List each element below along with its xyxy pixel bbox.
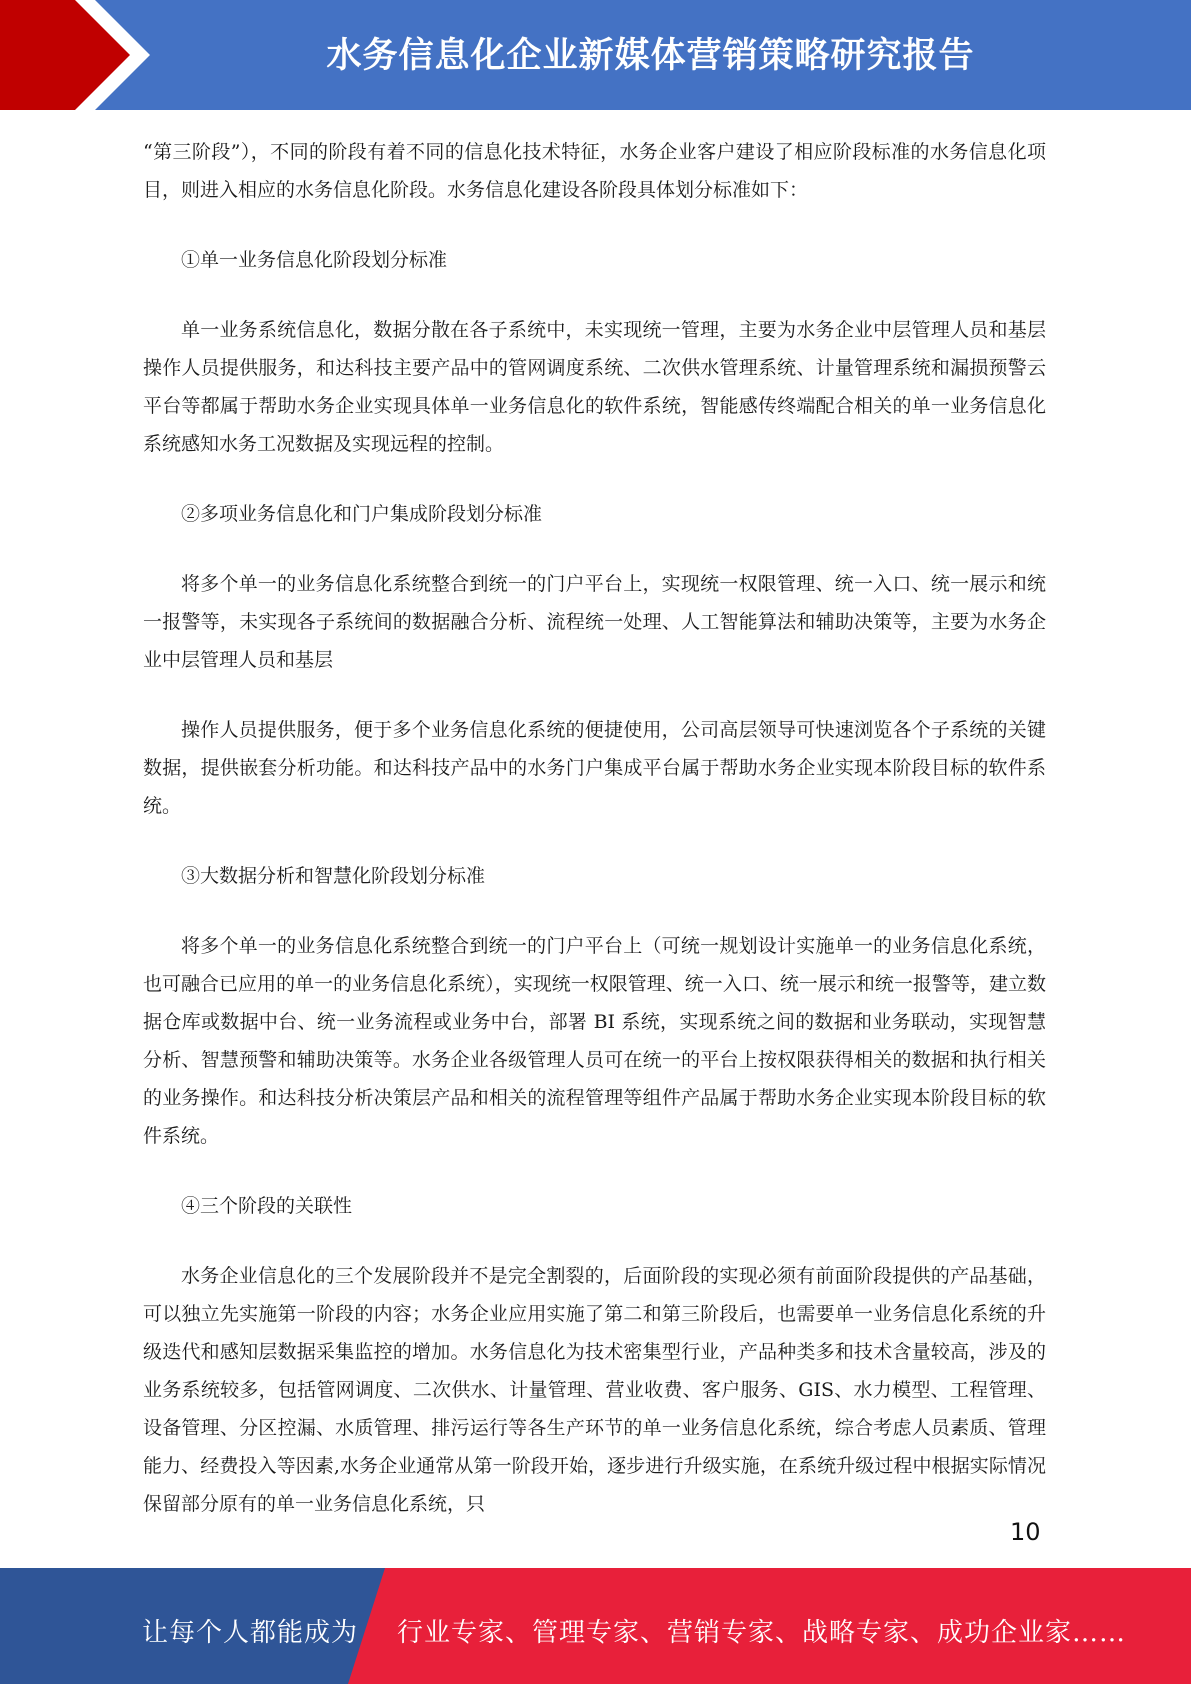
paragraph: “第三阶段”），不同的阶段有着不同的信息化技术特征，水务企业客户建设了相应阶段标准的水务信息化项目，则进入相应的水务信息化阶段。水务信息化建设各阶段具体划分标准如下： (143, 141, 1046, 201)
document-body (143, 133, 1046, 1523)
page-number: 10 (1010, 1518, 1041, 1546)
page-header (0, 0, 1191, 110)
section-heading: ①单一业务信息化阶段划分标准 (181, 249, 448, 271)
report-title: 水务信息化企业新媒体营销策略研究报告 (326, 36, 975, 76)
header-arrow-decoration (0, 0, 160, 110)
footer-slogan-left: 让每个人都能成为 (142, 1618, 359, 1648)
section-heading: ③大数据分析和智慧化阶段划分标准 (181, 865, 486, 887)
paragraph: 单一业务系统信息化，数据分散在各子系统中，未实现统一管理，主要为水务企业中层管理人员和基层操作人员提供服务，和达科技主要产品中的管网调度系统、二次供水管理系统、计量管理系统和漏损预警云平台等都属于帮助水务企业实现具体单一业务信息化的软件系统，智能感传终端配合相关的单一业务信息化系统感知水务工况数据及实现远程的控制。 (143, 319, 1046, 455)
paragraph: 操作人员提供服务，便于多个业务信息化系统的便捷使用，公司高层领导可快速浏览各个子系统的关键数据，提供嵌套分析功能。和达科技产品中的水务门户集成平台属于帮助水务企业实现本阶段目标的软件系统。 (143, 719, 1046, 817)
page-footer (0, 1568, 1191, 1684)
paragraph: 将多个单一的业务信息化系统整合到统一的门户平台上，实现统一权限管理、统一入口、统一展示和统一报警等，未实现各子系统间的数据融合分析、流程统一处理、人工智能算法和辅助决策等，主要为水务企业中层管理人员和基层 (143, 573, 1046, 671)
section-heading: ②多项业务信息化和门户集成阶段划分标准 (181, 503, 543, 525)
paragraph: 水务企业信息化的三个发展阶段并不是完全割裂的，后面阶段的实现必须有前面阶段提供的产品基础，可以独立先实施第一阶段的内容；水务企业应用实施了第二和第三阶段后，也需要单一业务信息化系统的升级迭代和感知层数据采集监控的增加。水务信息化为技术密集型行业，产品种类多和技术含量较高，涉及的业务系统较多，包括管网调度、二次供水、计量管理、营业收费、客户服务、GIS、水力模型、工程管理、设备管理、分区控漏、水质管理、排污运行等各生产环节的单一业务信息化系统，综合考虑人员素质、管理能力、经费投入等因素,水务企业通常从第一阶段开始，逐步进行升级实施，在系统升级过程中根据实际情况保留部分原有的单一业务信息化系统，只 (143, 1265, 1046, 1515)
section-heading: ④三个阶段的关联性 (181, 1195, 353, 1217)
footer-slogan-right: 行业专家、管理专家、营销专家、战略专家、成功企业家…… (397, 1618, 1127, 1648)
paragraph: 将多个单一的业务信息化系统整合到统一的门户平台上（可统一规划设计实施单一的业务信息化系统，也可融合已应用的单一的业务信息化系统），实现统一权限管理、统一入口、统一展示和统一报警等，建立数据仓库或数据中台、统一业务流程或业务中台，部署 BI 系统，实现系统之间的数据和业务联动，实现智慧分析、智慧预警和辅助决策等。水务企业各级管理人员可在统一的平台上按权限获得相关的数据和执行相关的业务操作。和达科技分析决策层产品和相关的流程管理等组件产品属于帮助水务企业实现本阶段目标的软件系统。 (143, 935, 1046, 1147)
